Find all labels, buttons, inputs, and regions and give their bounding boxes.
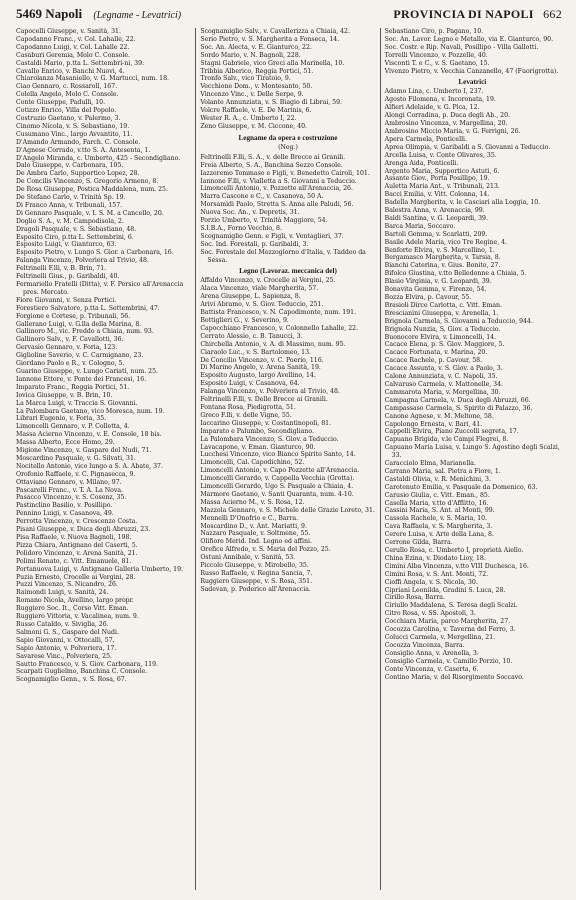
- directory-entry: Badella Margherita, v. le Casciari alla Loggia, 10.: [384, 199, 541, 207]
- directory-entry: Cacace Fortunata, v. Marina, 20.: [384, 349, 488, 357]
- directory-entry: Costruzio Gaetano, v. Palermo, 3.: [16, 114, 121, 122]
- directory-entry: Perrotta Vincenzo, v. Crescenzo Costa.: [16, 518, 138, 526]
- directory-entry: Citro Rosa, v. SS. Apostoli, 3.: [384, 610, 476, 618]
- column-2-list-a: [200, 28, 375, 131]
- directory-entry: Polidoro Vincenzo, v. Arena Sanità, 21.: [16, 549, 138, 557]
- directory-entry: Cimini Rosa, v. S. Ant. Monti, 72.: [384, 570, 489, 578]
- directory-entry: Visconti T. e C., v. S. Gaetano, 15.: [384, 59, 490, 67]
- directory-entry: Bergamasco Margherita, v. Tarsia, 8.: [384, 254, 501, 262]
- directory-entry: Cocozza Vincenza, Barra.: [384, 641, 465, 649]
- directory-entry: Ciaraolo Luc., v. S. Bartolomeo, 13.: [200, 348, 312, 356]
- directory-entry: Sordo Mario, v. N. Bagnoli, 228.: [200, 51, 301, 59]
- directory-entry: Scognamiglio Salv., v. Cavallerizza a Chiaia, 42.: [200, 28, 350, 35]
- directory-entry: Tribbia Alberico, Reggia Portici, 51.: [200, 67, 314, 75]
- directory-entry: Campagna Carmela, v. Duca degli Abruzzi, 66.: [384, 396, 531, 404]
- directory-entry: Doglio S. A., v. M. Campodisola, 2.: [16, 217, 124, 225]
- directory-entry: Guarino Giuseppe, v. Lungo Cariati, num. 25.: [16, 367, 158, 375]
- running-head: [16, 6, 562, 24]
- directory-entry: Salmoni G. S., Gaspare del Nudi.: [16, 628, 119, 636]
- directory-entry: Battista Francesco, v. N. Capodimonte, num. 191.: [200, 309, 357, 317]
- directory-entry: Vivenzo Pietro, v. Vecchia Canzanello, 47 (Fuorigrotta).: [384, 67, 559, 75]
- directory-entry: Esposito Luigi, v. Gianturco, 63.: [16, 241, 117, 249]
- directory-entry: Affaldo Vincenzo, v. Crocelle ai Vergini, 25.: [200, 277, 336, 285]
- directory-entry: Gallinoro Salv., v. F. Cavallotti, 36.: [16, 336, 124, 344]
- directory-entry: Benforte Elvira, v. S. Marcellino, 1.: [384, 246, 495, 254]
- directory-entry: Feltrinelli Gius., p. Garibaldi, 40.: [16, 273, 120, 281]
- column-3-list-a: [385, 28, 560, 75]
- directory-entry: Arcella Luisa, v. Conte Olivares, 35.: [384, 151, 497, 159]
- directory-entry: Capocelli Giuseppe, v. Sanità, 31.: [16, 28, 121, 35]
- directory-entry: Brignola Carmela, S. Giovanni a Teduccio, 944.: [384, 317, 533, 325]
- directory-entry: Ruggiero Giuseppe, v. S. Rosa, 351.: [200, 577, 313, 585]
- directory-entry: Iazzeremo Tommaso e Figli, v. Benedetto Cairoli, 101.: [200, 169, 370, 177]
- directory-entry: La Marca Luigi, v. Traccia S. Giovanni.: [16, 399, 138, 407]
- directory-entry: Dalo Giuseppe, v. Carbonara, 105.: [16, 162, 124, 170]
- directory-entry: De Stefano Carlo, v. Trinità Sp. 19.: [16, 194, 126, 202]
- directory-entry: Assante Giov., Porta Posillipo, 19.: [384, 175, 490, 183]
- directory-entry: Canone Agnese, v. M. Meltone, 58.: [384, 412, 494, 420]
- directory-entry: Cacace Assunta, v. S. Giov. a Paolo, 3.: [384, 365, 503, 373]
- directory-entry: Alongi Corradina, p. Duca degli Ab., 20.: [384, 112, 510, 120]
- directory-entry: Iaccarino Giuseppe, v. Costantinopoli, 81.: [200, 419, 332, 427]
- directory-entry: Raimondi Luigi, v. Sanità, 24.: [16, 589, 109, 597]
- directory-entry: Sapio Antonio, v. Polveriera, 17.: [16, 644, 117, 652]
- directory-entry: Cassola Rachele, v. S. Maria, 10.: [384, 515, 488, 523]
- column-2-list-b: [200, 154, 375, 265]
- directory-entry: Fermariello Fratelli (Ditta), v. F. Persico all'Arenaccia pres. Mercato.: [16, 281, 184, 296]
- directory-entry: Capodanno Franc., v. Col. Lahalle, 22.: [16, 35, 136, 43]
- directory-entry: Vecchione Dom., v. Montesanto, 50.: [200, 83, 313, 91]
- directory-entry: Limoncelli Antonio, v. Pozzette all'Arenaccia, 26.: [200, 185, 353, 193]
- column-2-list-c: [200, 277, 375, 593]
- directory-entry: Pisani Giuseppe, v. Duca degli Abruzzi, 23.: [16, 526, 151, 534]
- directory-entry: Di Gennaro Pasquale, v. I. S. M. a Cancello, 20.: [16, 209, 164, 217]
- columns: [12, 28, 564, 890]
- page-number-left: 5469: [16, 6, 42, 21]
- directory-entry: Cotizzo Enrico, Villa del Popolo.: [16, 107, 117, 115]
- directory-entry: Scarpati Guglielmo, Banchina C. Console.: [16, 668, 148, 676]
- directory-entry: Soc. Ind. Forestali, p. Garibaldi, 3.: [200, 240, 309, 248]
- directory-entry: Sapio Giovanni, v. Ottocalli, 57.: [16, 636, 115, 644]
- directory-entry: Campassaso Carmela, S. Spirito di Palazzo, 36.: [384, 404, 533, 412]
- directory-entry: Capocchiano Francesco, v. Colonnello Lahalle, 22.: [200, 324, 359, 332]
- directory-entry: Puzzi Vincenzo, S. Nicandro, 26.: [16, 581, 118, 589]
- directory-entry: Sebastiano Ciro, p. Pagano, 10.: [384, 28, 484, 35]
- directory-entry: Falanga Vincenzo, v. Polveriera al Trivio, 48.: [200, 388, 340, 396]
- directory-entry: Gallerano Luigi, v. G.lla della Marina, 8.: [16, 320, 142, 328]
- directory-entry: Pizza Chiara, Antignano del Caserti, 5.: [16, 541, 138, 549]
- directory-entry: Contino Maria, v. del Risorgimento Soccavo.: [384, 673, 524, 681]
- directory-entry: Puzia Ernesto, Crocelle ai Vergini, 28.: [16, 573, 136, 581]
- directory-entry: Stagni Gabriele, vico Greci alla Marinella, 10.: [200, 59, 345, 67]
- page-number-right: 662: [543, 7, 562, 21]
- directory-entry: Olifiore Merid. Ind. Legno ed affini.: [200, 538, 312, 546]
- directory-entry: Baldi Santina, v. G. Leopardi, 39.: [384, 214, 488, 222]
- directory-entry: Bottiglieri G., v. Severino, 9.: [200, 317, 289, 324]
- directory-entry: Limoncelli Gerardo, v. Cappella Vecchia (Grotta).: [200, 475, 355, 483]
- section-range: (Legname - Levatrici): [93, 10, 182, 21]
- directory-entry: Iovica Giuseppe, v. B. Brin, 10.: [16, 391, 113, 399]
- directory-entry: Sadevan, p. Poderico all'Arenaccia.: [200, 585, 311, 593]
- directory-entry: Castaldi Olivia, v. R. Menichini, 3.: [384, 475, 491, 483]
- directory-entry: Forestiero Salvatore, p.tta L. Settembrini, 47.: [16, 304, 160, 312]
- directory-entry: Migione Vincenzo, v. Gaspare del Nudi, 71.: [16, 447, 152, 455]
- directory-entry: Balestra Anna, v. Arenaccia, 99.: [384, 207, 485, 215]
- directory-entry: Cocchiara Maria, parco Margherita, 27.: [384, 618, 511, 626]
- directory-entry: Massa Acierno Vincenzo, v. E. Console, 18 bis.: [16, 431, 162, 439]
- directory-entry: Fontana Rosa, Piedigrotta, 51.: [200, 403, 296, 411]
- directory-entry: Nuova Soc. An., v. Depretis, 31.: [200, 209, 300, 217]
- directory-entry: Moscardino D., v. Ant. Mariatti, 9.: [200, 522, 307, 530]
- directory-entry: Carotenuto Emilia, v. Pasquale da Domenico, 63.: [384, 483, 538, 491]
- directory-entry: De Concilio Vincenzo, v. C. Poerio, 116.: [200, 356, 324, 364]
- header-left: [16, 6, 393, 22]
- column-2: [195, 28, 379, 890]
- directory-entry: Brignola Nunzia, S. Giov. a Teduccio.: [384, 325, 501, 333]
- directory-entry: Bianchi Caterina, v. Gius. Bonito, 27.: [384, 262, 501, 270]
- directory-entry: Giordano Paolo e R., v. Cologno, 5.: [16, 360, 125, 368]
- directory-entry: Esposito Pietro, v. Lungo S. Gior. a Carbonara, 16.: [16, 249, 174, 257]
- directory-entry: Lavacapone, v. Eman. Gianturco, 90.: [200, 443, 316, 451]
- directory-entry: Imparato e Palumbo, Secondigliano.: [200, 427, 314, 435]
- directory-entry: Orefice Alfredo, v. S. Maria del Pozzo, 25.: [200, 546, 331, 554]
- directory-entry: Vincenzo Vinc., v. Delle Serpe, 9.: [200, 91, 304, 99]
- directory-entry: Freia Alberto, S. A., Banchina Sezzo Console.: [200, 161, 343, 169]
- directory-entry: Calvaruso Carmela, v. Mattonelle, 34.: [384, 380, 504, 388]
- directory-entry: Ambrosino Miccio Maria, v. G. Ferrigni, 26.: [384, 127, 521, 135]
- directory-entry: Pascarelli Franc., v. T. A. La Nova.: [16, 486, 124, 494]
- directory-entry: Moscardino Pasquale, v. G. Silvati, 31.: [16, 454, 136, 462]
- directory-entry: Ciriullo Maddalena, S. Teresa degli Scalzi.: [384, 602, 518, 610]
- directory-entry: Chiarolanza Masaniello, v. G. Martucci, num. 18.: [16, 75, 170, 83]
- directory-entry: Ostuni Annibale, v. Sanità, 53.: [200, 554, 296, 562]
- directory-entry: Forgione e Cortese, p. Tribunali, 56.: [16, 312, 131, 320]
- directory-entry: Blasio Virginia, v. G. Leopardi, 39.: [384, 278, 492, 286]
- directory-entry: Sautto Francesco, v. S. Giov. Carbonara, 119.: [16, 660, 159, 668]
- directory-entry: Pasacco Vincenzo, v. S. Cosenz, 35.: [16, 494, 127, 502]
- directory-entry: Feltrinelli F.lli, S. A., v. delle Brecce ai Granili.: [200, 153, 346, 161]
- directory-entry: Nocitello Antonio, vico lungo a S. A. Abate, 37.: [16, 462, 163, 470]
- directory-entry: Cerere Luisa, v. Arte della Lana, 8.: [384, 531, 494, 539]
- directory-entry: De Rosa Giuseppe, Postica Maddalena, num. 25.: [16, 186, 168, 194]
- directory-entry: Conte Giuseppe, Padulli, 10.: [16, 99, 106, 107]
- directory-entry: Casella Maria, v.tto d'Afflitto, 16.: [384, 499, 489, 507]
- directory-entry: Ciao Gennaro, c. Rossaroll, 167.: [16, 83, 118, 91]
- directory-entry: Calone Annunziata, v. C. Napoli, 35.: [384, 373, 498, 381]
- directory-entry: Consiglio Anna, v. Arenella, 3.: [384, 649, 479, 657]
- directory-entry: Limoncelli, Cal. Capodichino, 52.: [200, 459, 305, 467]
- province-title: PROVINCIA DI NAPOLI: [393, 7, 534, 21]
- directory-entry: Bacci Emilia, v. Vitt. Colonna, 14.: [384, 191, 490, 199]
- column-1: [12, 28, 195, 890]
- column-3-list-b: [385, 88, 560, 681]
- section-heading-legno: Legno (Lavoraz. meccanica del): [239, 267, 337, 276]
- directory-entry: Esposito Augusto, largo Avellino, 14.: [200, 372, 316, 380]
- directory-entry: Massa Alberto, Ecce Homo, 29.: [16, 439, 115, 447]
- directory-entry: D'Angelo Miranda, c. Umberto, 425 - Secondigliano.: [16, 154, 181, 162]
- directory-entry: Ambrosino Vincenza, v. Margellina, 20.: [384, 120, 508, 128]
- directory-entry: Mennelli D'Onofrio e C., Barra.: [200, 514, 299, 522]
- directory-entry: Ruggiero Soc. It., Corso Vitt. Eman.: [16, 605, 129, 613]
- section-subheading-neg: (Neg.): [278, 143, 298, 151]
- directory-entry: Limoncelli Gennaro, v. P. Colletta, 4.: [16, 423, 130, 431]
- directory-entry: Cassini Maria, S. Ant. al Monti, 99.: [384, 507, 495, 515]
- directory-entry: Gervasio Gennaro, v. Foria, 123.: [16, 344, 118, 352]
- directory-entry: Caracciolo Elma, Marianella.: [384, 460, 476, 468]
- header-right: [393, 7, 562, 22]
- directory-entry: Ottaviano Gennaro, v. Milano, 97.: [16, 478, 122, 486]
- directory-entry: S.I.B.A., Forno Vecchio, 8.: [200, 224, 282, 232]
- directory-entry: Cipriani Leonilda, Gradini S. Luca, 28.: [384, 586, 506, 594]
- directory-entry: Iannone F.lli, v. Vialletta a S. Giovanni a Teduccio.: [200, 177, 357, 185]
- directory-entry: Casaburi Geremia, Molo C. Console.: [16, 51, 130, 59]
- directory-entry: Colella Angelo, Molo C. Console.: [16, 91, 119, 99]
- directory-entry: Adamo Lina, c. Umberto I, 237.: [384, 88, 484, 96]
- directory-entry: Conte Vincenza, v. Caserta, 6.: [384, 665, 479, 673]
- directory-entry: Orofonio Raffaele, v. C. Pignasecca, 9.: [16, 470, 136, 478]
- directory-entry: Cacace Rachele, p. Cavour, 58.: [384, 357, 483, 365]
- directory-entry: Tronfo Salv., vico Tiratoio, 9.: [200, 75, 291, 83]
- directory-entry: Soc. An. Lavor. Legno e Metallo, via E. Gianturco, 90.: [384, 35, 554, 43]
- directory-entry: Marra Cascone e C., v. Casanova, 50 A.: [200, 193, 324, 201]
- directory-entry: Colucci Carmela, v. Mergellina, 21.: [384, 633, 496, 641]
- directory-entry: Aprea Olimpia, v. Garibaldi a S. Giovanni a Teduccio.: [384, 143, 551, 151]
- directory-entry: Scognamiglio Genn., v. S. Rosa, 67.: [16, 676, 127, 684]
- directory-entry: Cinomo Nicola, v. S. Sebastiano, 19.: [16, 122, 130, 130]
- directory-entry: Bonavita Gemma, v. Firenze, 54.: [384, 286, 487, 294]
- directory-entry: Cimini Alba Vincenza, v.tto VIII Duchesca, 16.: [384, 562, 529, 570]
- directory-entry: Argento Maria, Supportico Astuti, 6.: [384, 167, 500, 175]
- directory-entry: Esposito Luigi, v. Casanova, 64.: [200, 380, 300, 388]
- directory-entry: De Concilis Vincenzo, S. Gregorio Armeno, 8.: [16, 178, 159, 186]
- directory-entry: Librari Eugenio, v. Foria, 35.: [16, 415, 107, 423]
- directory-entry: Arena Giuseppe, L. Sapienza, 8.: [200, 293, 301, 301]
- directory-entry: Greco F.lli, v. delle Vigne, 55.: [200, 411, 292, 419]
- directory-entry: Bartoli Gemma, v. Scarlatti, 209.: [384, 230, 488, 238]
- directory-entry: Capodanno Luigi, v. Col. Lahalle 22.: [16, 43, 130, 51]
- directory-entry: Alaca Vincenzo, viale Margherita, 57.: [200, 285, 319, 293]
- directory-entry: Torrelli Vincenzo, v. Pozzelle, 40.: [384, 51, 488, 59]
- directory-entry: Feltrinelli F.lli, v. Delle Brecce ai Granili.: [200, 396, 328, 404]
- directory-entry: Soc. An. Alecta, v. E. Gianturco, 22.: [200, 43, 312, 51]
- directory-entry: Pisa Raffaele, v. Nuova Bagnoli, 198.: [16, 534, 132, 541]
- directory-entry: Massa Acierno M., v. S. Rosa, 12.: [200, 498, 305, 506]
- directory-entry: Soc. Forestale del Mezzogiorno d'Italia, v. Taddeo da Sessa.: [200, 248, 366, 264]
- directory-entry: Di Marino Angelo, v. Arena Sanità, 19.: [200, 364, 321, 372]
- directory-entry: Romano Nicola, Avellino, largo propr.: [16, 597, 134, 605]
- directory-entry: Pastinclino Basilio, v. Posillipo.: [16, 502, 113, 510]
- directory-entry: Scognamiglio Genn. e Figli, v. Ventaglieri, 37.: [200, 232, 344, 240]
- city-name: Napoli: [45, 6, 83, 21]
- directory-entry: Soc. Costr. e Rip. Navali, Posillipo - Villa Gallotti.: [384, 43, 539, 51]
- directory-entry: D'Agnese Corrado, v.tto S. A. Antesenta, 1.: [16, 146, 151, 154]
- directory-entry: Cioffi Angela, v. S. Nicola, 30.: [384, 578, 478, 586]
- directory-entry: Dragoli Pasquale, v. S. Sebastiano, 48.: [16, 225, 137, 233]
- directory-entry: Cava Raffaela, v. S. Margherita, 3.: [384, 523, 493, 531]
- directory-entry: Capuano Maria Luisa, v. Lungo S. Agostino degli Scalzi, 33.: [384, 444, 560, 460]
- directory-entry: Agosto Filomena, v. Incoronata, 19.: [384, 96, 496, 104]
- directory-entry: Cusumano Vinc., largo Avvantito, 11.: [16, 130, 133, 138]
- directory-entry: Portanuova Luigi, v. Antignano Galleria Umberto, 19.: [16, 565, 183, 573]
- directory-entry: Russo Raffaele, v. Regina Sancia, 7.: [200, 570, 313, 577]
- directory-entry: Brasioli Dirce Carlotta, c. Vitt. Eman.: [384, 301, 502, 309]
- directory-entry: D'Amando Armando, Farch. C. Console.: [16, 138, 141, 146]
- directory-entry: Feltrinelli F.lli, v. B. Brin, 71.: [16, 265, 107, 273]
- directory-entry: Consiglio Carmela, v. Camillo Porzio, 10.: [384, 657, 513, 665]
- directory-entry: Limoncelli Gerardo, Ugo S. Pasquale a Chiaia, 4.: [200, 483, 354, 491]
- directory-entry: Buonocore Elvira, v. Limoncelli, 14.: [384, 333, 497, 341]
- directory-entry: Castaldi Mario, p.tta L. Settembri-ni, 39.: [16, 59, 145, 67]
- directory-entry: Cacace Elena, p. S. Giov. Maggiore, 5.: [384, 341, 505, 349]
- directory-entry: Gallinoro M., vic. Freddo a Chiaia, num. 93.: [16, 328, 154, 336]
- directory-entry: Cammarota Maria, v. Mergellina, 30.: [384, 388, 501, 396]
- directory-entry: Cirillo Rosa, Barra.: [384, 594, 445, 602]
- column-3: [380, 28, 564, 890]
- directory-entry: Falanga Vincenzo, Polveriera al Trivio, 48.: [16, 257, 149, 265]
- directory-entry: Cerrone Gilda, Barra.: [384, 539, 453, 547]
- directory-entry: Bifolco Giustina, v.tto Belledonne a Chiaia, 5.: [384, 270, 527, 278]
- directory-entry: Giglioline Saverio, v. C. Carmignano, 23.: [16, 352, 144, 360]
- directory-entry: Zeno Giuseppe, v. M. Ciccone, 40.: [200, 122, 307, 130]
- section-heading-legname: Legname da opera e costruzione: [238, 133, 338, 142]
- directory-entry: Volcre Raffaele, v. E. De Marinis, 6.: [200, 107, 312, 115]
- directory-entry: Marmore Gaetano, v. Santi Quaranta, num. 4-10.: [200, 490, 354, 498]
- directory-entry: Cavallo Enrico, v. Banchi Nuovi, 4.: [16, 67, 125, 75]
- directory-entry: Piccolo Giuseppe, v. Mirobello, 35.: [200, 562, 309, 570]
- directory-entry: La Palombara Gaetano, vico Moresca, num. 19.: [16, 407, 165, 415]
- directory-entry: Lucchesi Vincenzo, vico Bianco Spirito Santo, 14.: [200, 451, 356, 459]
- directory-entry: Auletta Maria Ant., v. Tribunali, 213.: [384, 183, 500, 191]
- directory-entry: Cappelli Elvira, Piano Zuccolli segreta, 17.: [384, 428, 519, 436]
- directory-entry: Chirchella Antonio, v. A. di Massimo, num. 95.: [200, 340, 346, 348]
- directory-entry: Esposito Ciro, p.tta L. Settembrini, 6.: [16, 233, 134, 241]
- directory-entry: Porzio Umberto, v. Trinità Maggiore, 54.: [200, 217, 328, 225]
- directory-entry: Carrano Maria, sal. Pietra a Fiore, 1.: [384, 467, 501, 475]
- directory-entry: Polimi Renato, c. Vitt. Emanuele, 81.: [16, 557, 132, 565]
- directory-entry: Iannone Ettore, v. Ponte dei Francesi, 16.: [16, 375, 147, 383]
- directory-entry: Nazzaro Pasquale, v. Soltmene, 55.: [200, 530, 311, 538]
- directory-entry: Alfieri Adelaide, v. G. Pica, 12.: [384, 104, 480, 112]
- directory-entry: Arenga Aida, Ponticelli.: [384, 159, 459, 167]
- directory-entry: Morsamidi Paolo, Stretta S. Anna alle Paludi, 56.: [200, 201, 354, 209]
- directory-entry: Basile Adele Maria, vico Tre Regine, 4.: [384, 238, 508, 246]
- directory-entry: China Ezina, v. Diodato Lioy, 18.: [384, 554, 486, 562]
- directory-entry: Bozza Elvira, p. Cavour, 55.: [384, 294, 472, 301]
- directory-entry: Wester R. A., c. Umberto I, 22.: [200, 114, 297, 122]
- directory-entry: Pennino Luigi, v. Casanova, 49.: [16, 510, 114, 518]
- directory-entry: Imparato Franc., Reggia Portici, 51.: [16, 383, 130, 391]
- directory-entry: Volante Annunziata, v. S. Biagio di Librai, 59.: [200, 99, 343, 107]
- directory-entry: Fiore Giovanni, v. Senza Portici.: [16, 296, 117, 304]
- directory-entry: Limoncelli Antonio, v. Capo Pozzette all'Arenaccia.: [200, 467, 360, 475]
- directory-entry: Capolongo Ernesta, v. Bari, 41.: [384, 420, 483, 428]
- directory-entry: La Palombara Vincenzo, S. Giov. a Teduccio.: [200, 435, 339, 443]
- directory-entry: Savarese Vinc., Polveriera, 25.: [16, 652, 113, 660]
- directory-entry: Cerrato Alessio, c. B. Tanucci, 3.: [200, 332, 303, 340]
- directory-entry: Capuano Brigida, v.le Campi Flegrei, 8.: [384, 436, 509, 444]
- directory-entry: Cocozza Carolina, v. Taverna del Ferro, 3.: [384, 626, 516, 634]
- directory-entry: Cerullo Rosa, c. Umberto I, proprietà Aiello.: [384, 547, 524, 554]
- directory-entry: Brescianini Giuseppa, v. Arenella, 1.: [384, 309, 499, 317]
- section-heading-levatrici: Levatrici: [458, 78, 487, 87]
- directory-entry: Mazzola Gennaro, v. S. Michele delle Grazie Loreto, 31.: [200, 506, 375, 514]
- directory-entry: Di Franco Anna, v. Tribunali, 157.: [16, 201, 123, 209]
- directory-entry: De Ambra Carlo, Supportico Lopez, 28.: [16, 170, 140, 178]
- directory-entry: Carusio Giulia, c. Vitt. Eman., 85.: [384, 491, 490, 499]
- directory-entry: Barca Maria, Soccavo.: [384, 222, 456, 230]
- directory-entry: Arivi Abramo, v. S. Giov. Teduccio, 251.: [200, 301, 324, 309]
- directory-entry: Russo Cataldo, v. Siviglia, 26.: [16, 620, 109, 628]
- directory-entry: Apera Carmela, Ponticelli.: [384, 135, 467, 143]
- directory-entry: Ruggiero Vittoria, v. Vacalinea, num. 9.: [16, 613, 139, 621]
- directory-entry: Serio Pietro, v. S. Margherita a Fonseca, 14.: [200, 35, 340, 43]
